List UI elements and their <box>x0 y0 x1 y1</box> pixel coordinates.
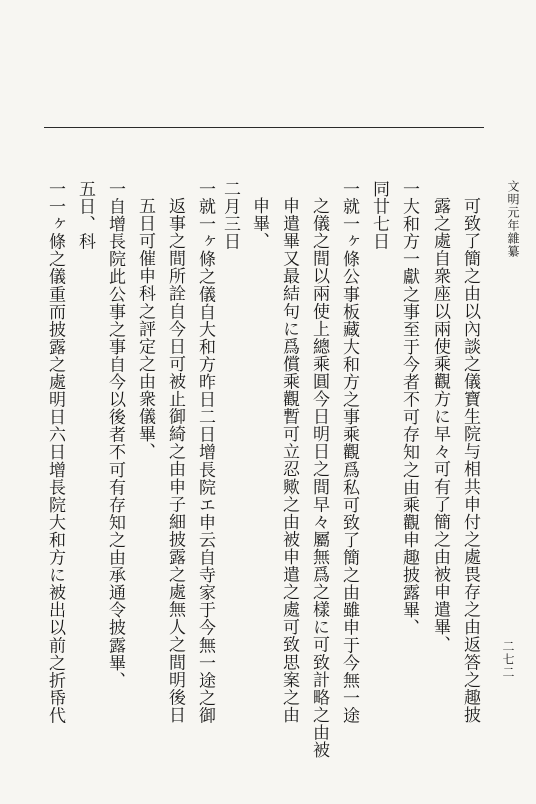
text-column: 可致了簡之由以內談之儀寶生院与相共申付之處畏存之由返答之趣披 <box>460 197 480 724</box>
text-column: 露之處自衆座以兩使乘觀方に早々可有了簡之由被申遣畢、 <box>430 197 450 654</box>
text-column: 一一ヶ條之儀重而披露之處明日六日增長院大和方に被出以前之折帋代 <box>45 180 65 725</box>
text-column: 之儀之間以兩使上總乘圓今日明日之間早々屬無爲之樣に可致計略之由被 <box>309 197 329 759</box>
text-column: 申畢、 <box>249 197 269 250</box>
text-column: 同廿七日 <box>369 180 389 251</box>
page-number: 二七二 <box>501 640 515 679</box>
text-column: 二月三日 <box>220 180 240 251</box>
text-column: 一大和方一獻之事至于今者不可存知之由乘觀申趣披露畢、 <box>399 180 419 637</box>
text-column: 五日可催申科之評定之由衆儀畢、 <box>135 197 155 461</box>
text-column: 一就一ヶ條之儀自大和方昨日二日增長院エ申云自寺家于今無一途之御 <box>195 180 215 725</box>
text-column: 一就一ヶ條公事板藏大和方之事乘觀爲私可致了簡之由雖申于今無一途 <box>339 180 359 725</box>
text-column: 返事之間所詮自今日可被止御綺之由申子細披露之處無人之間明後日 <box>165 197 185 724</box>
header-rule <box>44 127 484 128</box>
text-column: 五日、科 <box>75 180 95 251</box>
text-column: 申遣畢又最結句に爲償乘觀暫可立忍歟之由被申遣之處可致思案之由 <box>279 197 299 724</box>
running-header-title: 文明元年雜纂 <box>506 180 520 258</box>
text-column: 一自增長院此公事之事自今以後者不可有存知之由承通令披露畢、 <box>105 180 125 689</box>
